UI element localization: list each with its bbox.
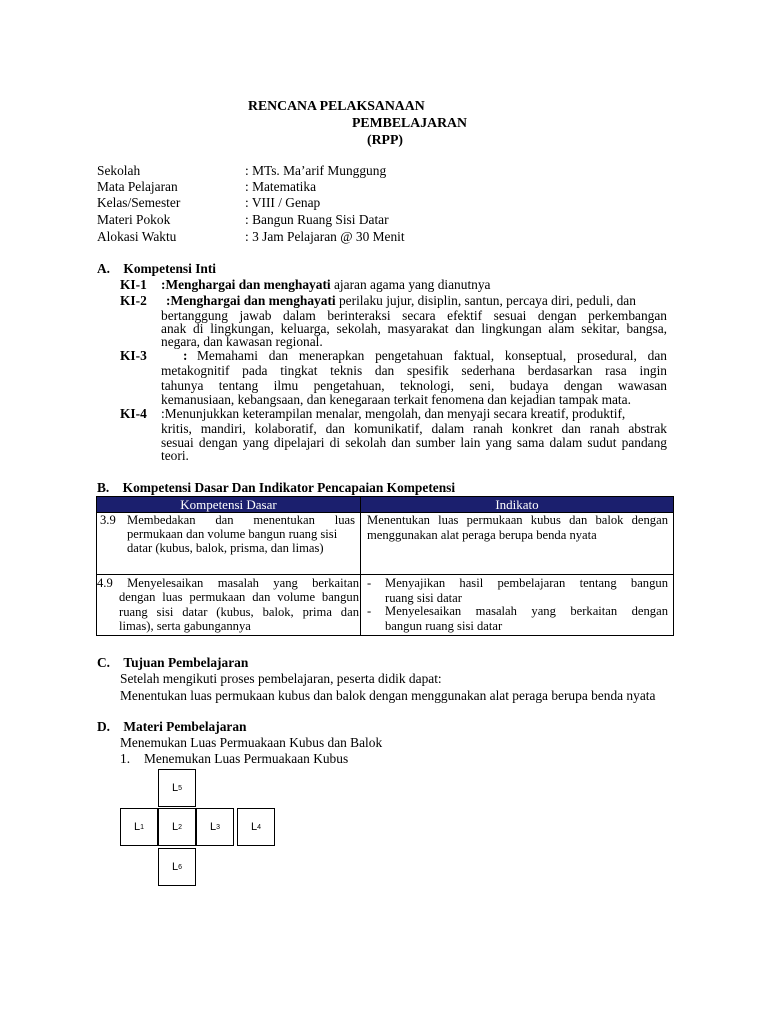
ki3-line-2: metakognitif pada tingkat teknis dan spesifik sederhana berdasarkan rasa ingin xyxy=(161,363,667,378)
net-face-l5 xyxy=(158,769,196,807)
indicator-4-9-item-1 xyxy=(385,576,668,605)
kd-4-9-line-3: ruang sisi datar (kubus, balok, prima dan xyxy=(119,604,359,619)
kd-4-9-number: 4.9 xyxy=(97,576,113,590)
ki2-line-3: anak di lingkungan, keluarga, sekolah, masyarakat dan lingkungan alam sekitar, bangsa, xyxy=(161,321,667,336)
table-header-indicator: Indikato xyxy=(361,497,673,512)
indicator-4-9-item-1-line-1: Menyajikan hasil pembelajaran tentang bangun xyxy=(385,576,668,590)
ki2-line-1-text: perilaku jujur, disiplin, santun, percaya diri, peduli, dan xyxy=(335,293,636,308)
identity-value-school: : MTs. Ma’arif Munggung xyxy=(245,163,387,178)
ki2-line-4: negara, dan kawasan regional. xyxy=(161,334,323,349)
indicator-4-9-item-2-line-2: bangun ruang sisi datar xyxy=(385,618,503,633)
identity-label-time: Alokasi Waktu xyxy=(97,229,177,244)
ki3-line-1: Memahami dan menerapkan pengetahuan faktual, konseptual, prosedural, dan xyxy=(197,348,667,363)
title-line-1: RENCANA PELAKSANAAN xyxy=(248,98,425,113)
identity-value-subject: : Matematika xyxy=(245,179,317,194)
section-c-line-2: Menentukan luas permukaan kubus dan balok dengan menggunakan alat peraga berupa benda nyata xyxy=(120,688,656,703)
ki1-bold: :Menghargai dan menghayati xyxy=(161,277,331,292)
indicator-3-9-line-2: menggunakan alat peraga berupa benda nyata xyxy=(367,527,597,542)
indicator-4-9-dash-2: - xyxy=(367,604,372,618)
section-c-line-1: Setelah mengikuti proses pembelajaran, peserta didik dapat: xyxy=(120,671,442,686)
ki3-colon: : xyxy=(183,348,188,363)
ki4-line-3: sesuai dengan yang dipelajari di sekolah dan sumber lain yang sama dalam sudut pandang xyxy=(161,435,667,450)
net-face-index: 5 xyxy=(178,784,183,792)
kd-3-9-text xyxy=(127,513,355,528)
net-face-letter: L xyxy=(250,820,258,833)
ki4-line-1: :Menunjukkan keterampilan menalar, mengolah, dan menyaji secara kreatif, produktif, xyxy=(161,406,626,421)
ki1-rest: ajaran agama yang dianutnya xyxy=(330,277,491,292)
identity-label-class: Kelas/Semester xyxy=(97,195,181,210)
identity-label-subject: Mata Pelajaran xyxy=(97,179,178,194)
ki3-code: KI-3 xyxy=(120,348,147,363)
identity-value-time: : 3 Jam Pelajaran @ 30 Menit xyxy=(245,229,405,244)
net-face-index: 4 xyxy=(257,823,262,831)
identity-label-school: Sekolah xyxy=(97,163,141,178)
net-face-letter: L xyxy=(133,820,141,833)
net-face-l2 xyxy=(158,808,196,846)
table-divider xyxy=(97,574,673,575)
ki2-line-2: bertanggung jawab dalam berinteraksi secara efektif sesuai dengan perkembangan xyxy=(161,308,667,323)
competency-table xyxy=(96,496,674,636)
section-a-heading: A. Kompetensi Inti xyxy=(97,261,217,276)
ki1-text xyxy=(161,277,491,292)
ki4-line-2: kritis, mandiri, kolaboratif, dan komunikatif, dalam ranah konkret dan ranah abstrak xyxy=(161,421,667,436)
section-d-line-1: Menemukan Luas Permuakaan Kubus dan Balok xyxy=(120,735,383,750)
section-c-heading: C. Tujuan Pembelajaran xyxy=(97,655,249,670)
table-header-kd: Kompetensi Dasar xyxy=(97,497,360,512)
kd-3-9-line-3: datar (kubus, balok, prisma, dan limas) xyxy=(127,541,324,555)
ki2-code: KI-2 xyxy=(120,293,147,308)
kd-4-9-line-1 xyxy=(97,576,359,591)
kd-4-9-line-4: limas), serta gabungannya xyxy=(119,619,251,633)
kd-3-9-line-2: permukaan dan volume bangun ruang sisi xyxy=(127,527,338,541)
kd-4-9-text xyxy=(119,590,359,634)
ki2-line-1 xyxy=(166,293,636,308)
net-face-letter: L xyxy=(209,820,217,833)
net-face-index: 6 xyxy=(178,863,183,871)
net-face-l3 xyxy=(196,808,234,846)
identity-value-class: : VIII / Genap xyxy=(245,195,321,210)
net-face-l6 xyxy=(158,848,196,886)
kd-4-9-line-1-text xyxy=(97,576,359,591)
net-face-index: 3 xyxy=(216,823,221,831)
indicator-4-9-dash-1: - xyxy=(367,576,372,590)
identity-label-topic: Materi Pokok xyxy=(97,212,171,227)
section-b-heading: B. Kompetensi Dasar Dan Indikator Pencapaian Kompetensi xyxy=(97,480,456,495)
net-face-letter: L xyxy=(171,860,179,873)
net-face-letter: L xyxy=(171,781,179,794)
net-face-l4 xyxy=(237,808,275,846)
net-face-index: 1 xyxy=(140,823,145,831)
indicator-3-9 xyxy=(367,513,668,542)
identity-value-topic: : Bangun Ruang Sisi Datar xyxy=(245,212,389,227)
indicator-4-9-item-1-line-2: ruang sisi datar xyxy=(385,590,462,605)
kd-3-9-line-1: Membedakan dan menentukan luas xyxy=(127,513,355,527)
net-face-letter: L xyxy=(171,820,179,833)
net-face-l1 xyxy=(120,808,158,846)
ki3-line-3: tahunya tentang ilmu pengetahuan, teknologi, seni, budaya dengan wawasan xyxy=(161,378,667,393)
ki4-code: KI-4 xyxy=(120,406,147,421)
title-line-2: PEMBELAJARAN xyxy=(352,115,467,130)
ki1-code: KI-1 xyxy=(120,277,147,292)
kd-4-9-line-1-words: Menyelesaikan masalah yang berkaitan xyxy=(127,576,359,590)
ki2-bold: :Menghargai dan menghayati xyxy=(166,293,336,308)
indicator-3-9-line-1: Menentukan luas permukaan kubus dan balok dengan xyxy=(367,513,668,527)
section-d-heading: D. Materi Pembelajaran xyxy=(97,719,247,734)
ki3-line-4: kemanusiaan, kebangsaan, dan kenegaraan terkait fenomena dan kejadian tampak mata. xyxy=(161,392,631,407)
indicator-4-9-item-2 xyxy=(385,604,668,633)
section-d-item-number: 1. xyxy=(120,751,131,766)
net-face-index: 2 xyxy=(178,823,183,831)
table-divider xyxy=(360,497,361,635)
kd-3-9-number: 3.9 xyxy=(100,513,116,527)
ki4-line-4: teori. xyxy=(161,448,189,463)
section-d-item-text: Menemukan Luas Permuakaan Kubus xyxy=(144,751,349,766)
indicator-4-9-item-2-line-1: Menyelesaikan masalah yang berkaitan dengan xyxy=(385,604,668,618)
title-line-3: (RPP) xyxy=(367,132,404,147)
kd-4-9-line-2: dengan luas permukaan dan volume bangun xyxy=(119,590,359,604)
